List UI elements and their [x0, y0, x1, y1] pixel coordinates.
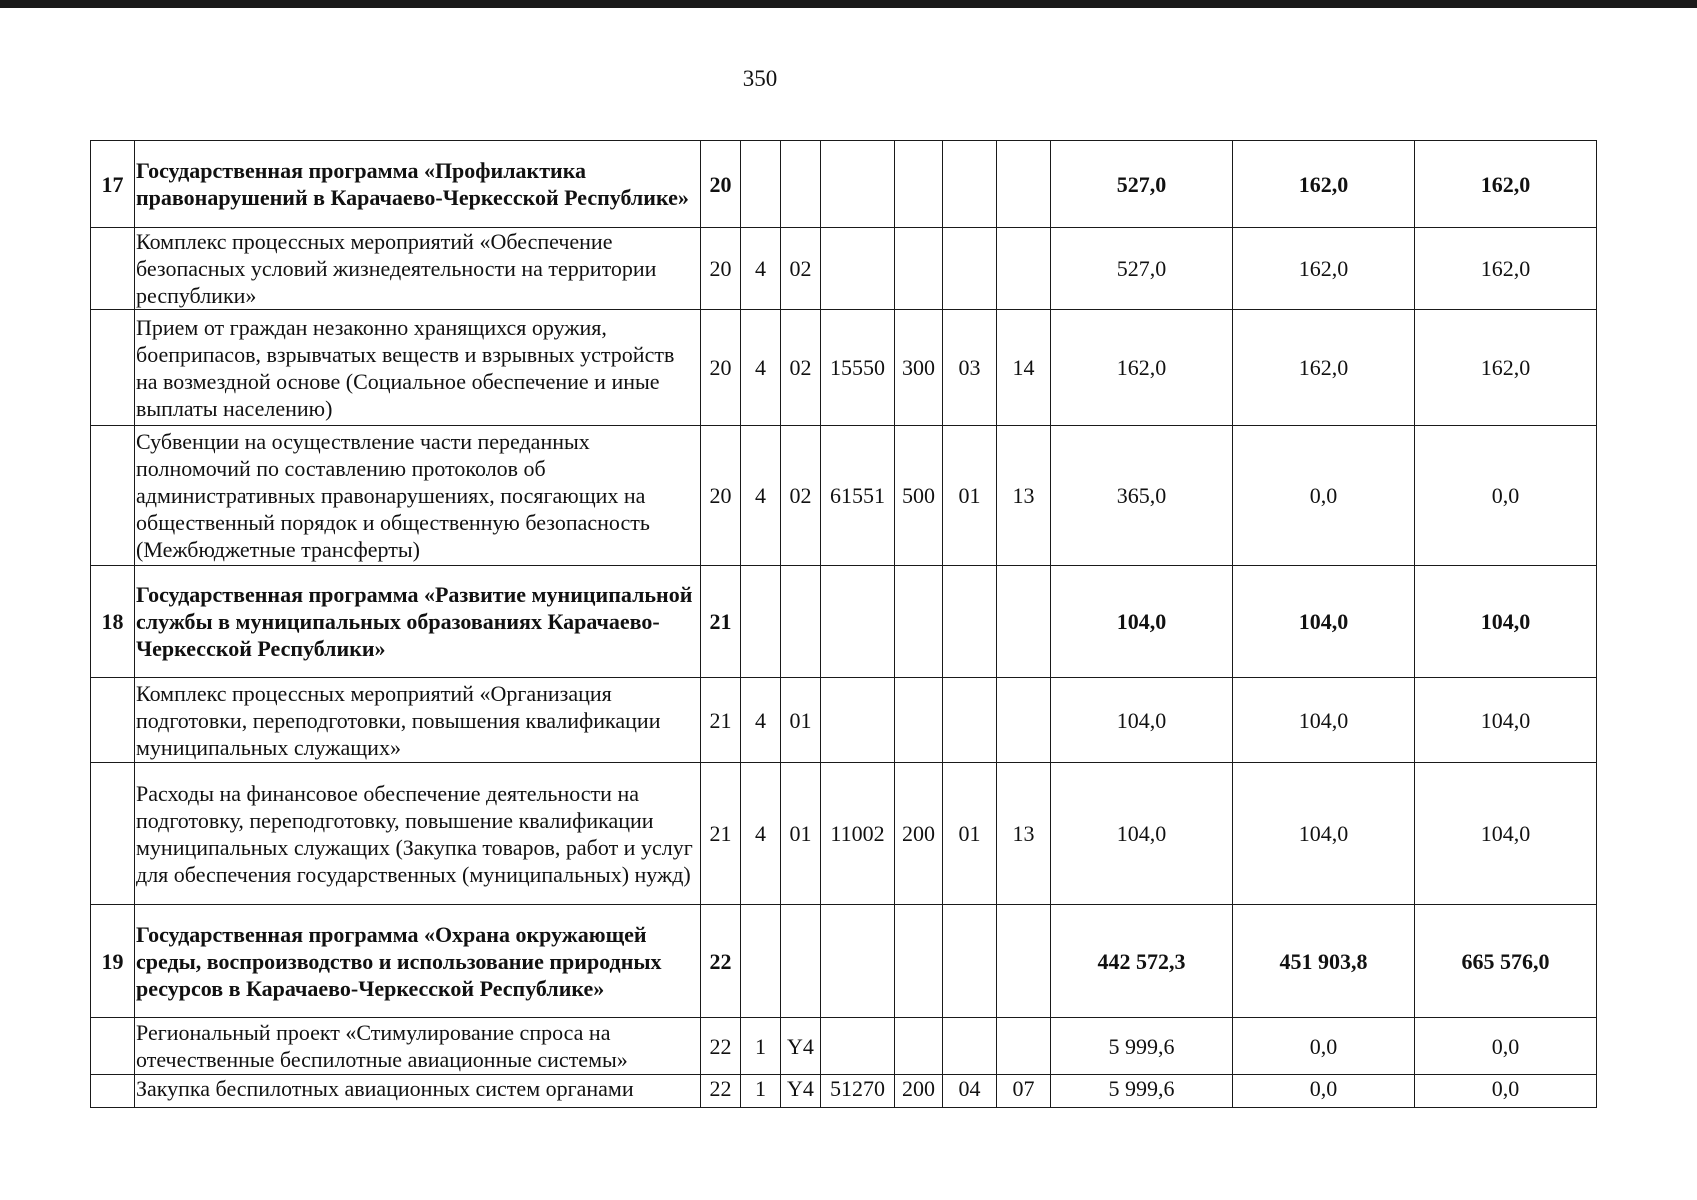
row-number: 19 — [91, 905, 135, 1018]
row-number — [91, 426, 135, 566]
code-section — [943, 1018, 997, 1075]
amount-year-1: 5 999,6 — [1051, 1018, 1233, 1075]
table-row — [91, 905, 1597, 1018]
item-name: Комплекс процессных мероприятий «Организация подготовки, переподготовки, повышения квалификации муниципальных служащих» — [135, 678, 701, 763]
code-section: 03 — [943, 310, 997, 426]
code-ministry: 22 — [701, 1075, 741, 1108]
item-name: Закупка беспилотных авиационных систем органами — [135, 1075, 701, 1108]
code-section: 04 — [943, 1075, 997, 1108]
item-name: Региональный проект «Стимулирование спроса на отечественные беспилотные авиационные системы» — [135, 1018, 701, 1075]
amount-year-3: 162,0 — [1415, 310, 1597, 426]
code-ministry: 20 — [701, 228, 741, 310]
amount-year-2: 0,0 — [1233, 426, 1415, 566]
item-name: Государственная программа «Профилактика правонарушений в Карачаево-Черкесской Республике» — [135, 141, 701, 228]
code-ministry: 20 — [701, 141, 741, 228]
code-expense-type: 200 — [895, 1075, 943, 1108]
amount-year-1: 104,0 — [1051, 566, 1233, 678]
table-row — [91, 310, 1597, 426]
code-structure: 02 — [781, 228, 821, 310]
code-type: 4 — [741, 426, 781, 566]
code-structure: 02 — [781, 310, 821, 426]
code-type — [741, 566, 781, 678]
amount-year-2: 104,0 — [1233, 678, 1415, 763]
amount-year-1: 5 999,6 — [1051, 1075, 1233, 1108]
table-row — [91, 1075, 1597, 1108]
item-name: Прием от граждан незаконно хранящихся оружия, боеприпасов, взрывчатых веществ и взрывных устройств на возмездной основе (Социальное обеспечение и иные выплаты населению) — [135, 310, 701, 426]
table-row — [91, 228, 1597, 310]
code-subsection — [997, 566, 1051, 678]
code-expense-type — [895, 678, 943, 763]
amount-year-3: 104,0 — [1415, 763, 1597, 905]
budget-table — [90, 140, 1597, 1108]
code-section: 01 — [943, 426, 997, 566]
code-direction — [821, 905, 895, 1018]
code-expense-type: 300 — [895, 310, 943, 426]
code-structure: Y4 — [781, 1018, 821, 1075]
code-structure: Y4 — [781, 1075, 821, 1108]
code-subsection — [997, 905, 1051, 1018]
amount-year-3: 162,0 — [1415, 141, 1597, 228]
amount-year-2: 0,0 — [1233, 1075, 1415, 1108]
item-name: Государственная программа «Охрана окружающей среды, воспроизводство и использование природных ресурсов в Карачаево-Черкесской Республике» — [135, 905, 701, 1018]
row-number — [91, 310, 135, 426]
code-section — [943, 905, 997, 1018]
code-subsection — [997, 141, 1051, 228]
code-type: 4 — [741, 763, 781, 905]
code-type: 4 — [741, 310, 781, 426]
code-type: 1 — [741, 1075, 781, 1108]
code-type: 4 — [741, 228, 781, 310]
amount-year-3: 0,0 — [1415, 1018, 1597, 1075]
code-structure — [781, 905, 821, 1018]
row-number: 17 — [91, 141, 135, 228]
amount-year-1: 162,0 — [1051, 310, 1233, 426]
row-number — [91, 228, 135, 310]
amount-year-1: 104,0 — [1051, 678, 1233, 763]
code-ministry: 20 — [701, 426, 741, 566]
row-number — [91, 763, 135, 905]
code-expense-type: 200 — [895, 763, 943, 905]
amount-year-1: 365,0 — [1051, 426, 1233, 566]
amount-year-2: 162,0 — [1233, 228, 1415, 310]
code-expense-type — [895, 905, 943, 1018]
scan-top-border — [0, 0, 1697, 8]
code-section — [943, 141, 997, 228]
amount-year-3: 0,0 — [1415, 1075, 1597, 1108]
row-number: 18 — [91, 566, 135, 678]
code-type — [741, 141, 781, 228]
code-type: 4 — [741, 678, 781, 763]
amount-year-2: 162,0 — [1233, 310, 1415, 426]
row-number — [91, 678, 135, 763]
code-type: 1 — [741, 1018, 781, 1075]
table-row — [91, 1018, 1597, 1075]
code-structure: 02 — [781, 426, 821, 566]
code-direction — [821, 141, 895, 228]
code-direction — [821, 1018, 895, 1075]
code-subsection: 13 — [997, 763, 1051, 905]
amount-year-2: 104,0 — [1233, 566, 1415, 678]
amount-year-3: 104,0 — [1415, 678, 1597, 763]
code-subsection: 07 — [997, 1075, 1051, 1108]
row-number — [91, 1018, 135, 1075]
code-direction: 15550 — [821, 310, 895, 426]
code-ministry: 22 — [701, 1018, 741, 1075]
amount-year-1: 527,0 — [1051, 228, 1233, 310]
amount-year-3: 162,0 — [1415, 228, 1597, 310]
code-structure — [781, 566, 821, 678]
code-expense-type — [895, 228, 943, 310]
item-name: Государственная программа «Развитие муниципальной службы в муниципальных образованиях Карачаево-Черкесской Республики» — [135, 566, 701, 678]
page-number: 350 — [742, 66, 778, 91]
code-subsection — [997, 1018, 1051, 1075]
amount-year-2: 451 903,8 — [1233, 905, 1415, 1018]
item-name: Расходы на финансовое обеспечение деятельности на подготовку, переподготовку, повышение квалификации муниципальных служащих (Закупка товаров, работ и услуг для обеспечения государственных (муниципальных) нужд) — [135, 763, 701, 905]
amount-year-2: 104,0 — [1233, 763, 1415, 905]
amount-year-1: 527,0 — [1051, 141, 1233, 228]
row-number — [91, 1075, 135, 1108]
code-direction: 51270 — [821, 1075, 895, 1108]
code-type — [741, 905, 781, 1018]
amount-year-1: 442 572,3 — [1051, 905, 1233, 1018]
code-section — [943, 566, 997, 678]
item-name: Комплекс процессных мероприятий «Обеспечение безопасных условий жизнедеятельности на территории республики» — [135, 228, 701, 310]
table-row — [91, 678, 1597, 763]
code-subsection: 14 — [997, 310, 1051, 426]
code-subsection — [997, 228, 1051, 310]
table-row — [91, 566, 1597, 678]
code-expense-type — [895, 141, 943, 228]
code-section — [943, 228, 997, 310]
code-direction — [821, 678, 895, 763]
amount-year-2: 0,0 — [1233, 1018, 1415, 1075]
amount-year-2: 162,0 — [1233, 141, 1415, 228]
code-direction — [821, 566, 895, 678]
code-ministry: 21 — [701, 566, 741, 678]
code-expense-type — [895, 1018, 943, 1075]
item-name: Субвенции на осуществление части переданных полномочий по составлению протоколов об административных правонарушениях, посягающих на общественный порядок и общественную безопасность (Межбюджетные трансферты) — [135, 426, 701, 566]
amount-year-1: 104,0 — [1051, 763, 1233, 905]
code-structure: 01 — [781, 763, 821, 905]
code-section — [943, 678, 997, 763]
table-body — [91, 141, 1597, 1108]
code-ministry: 22 — [701, 905, 741, 1018]
code-direction: 61551 — [821, 426, 895, 566]
amount-year-3: 0,0 — [1415, 426, 1597, 566]
code-structure: 01 — [781, 678, 821, 763]
amount-year-3: 104,0 — [1415, 566, 1597, 678]
code-structure — [781, 141, 821, 228]
code-subsection: 13 — [997, 426, 1051, 566]
code-section: 01 — [943, 763, 997, 905]
code-ministry: 21 — [701, 763, 741, 905]
table-row — [91, 763, 1597, 905]
amount-year-3: 665 576,0 — [1415, 905, 1597, 1018]
code-ministry: 20 — [701, 310, 741, 426]
code-expense-type — [895, 566, 943, 678]
code-subsection — [997, 678, 1051, 763]
code-expense-type: 500 — [895, 426, 943, 566]
code-ministry: 21 — [701, 678, 741, 763]
code-direction — [821, 228, 895, 310]
table-row — [91, 141, 1597, 228]
table-row — [91, 426, 1597, 566]
code-direction: 11002 — [821, 763, 895, 905]
